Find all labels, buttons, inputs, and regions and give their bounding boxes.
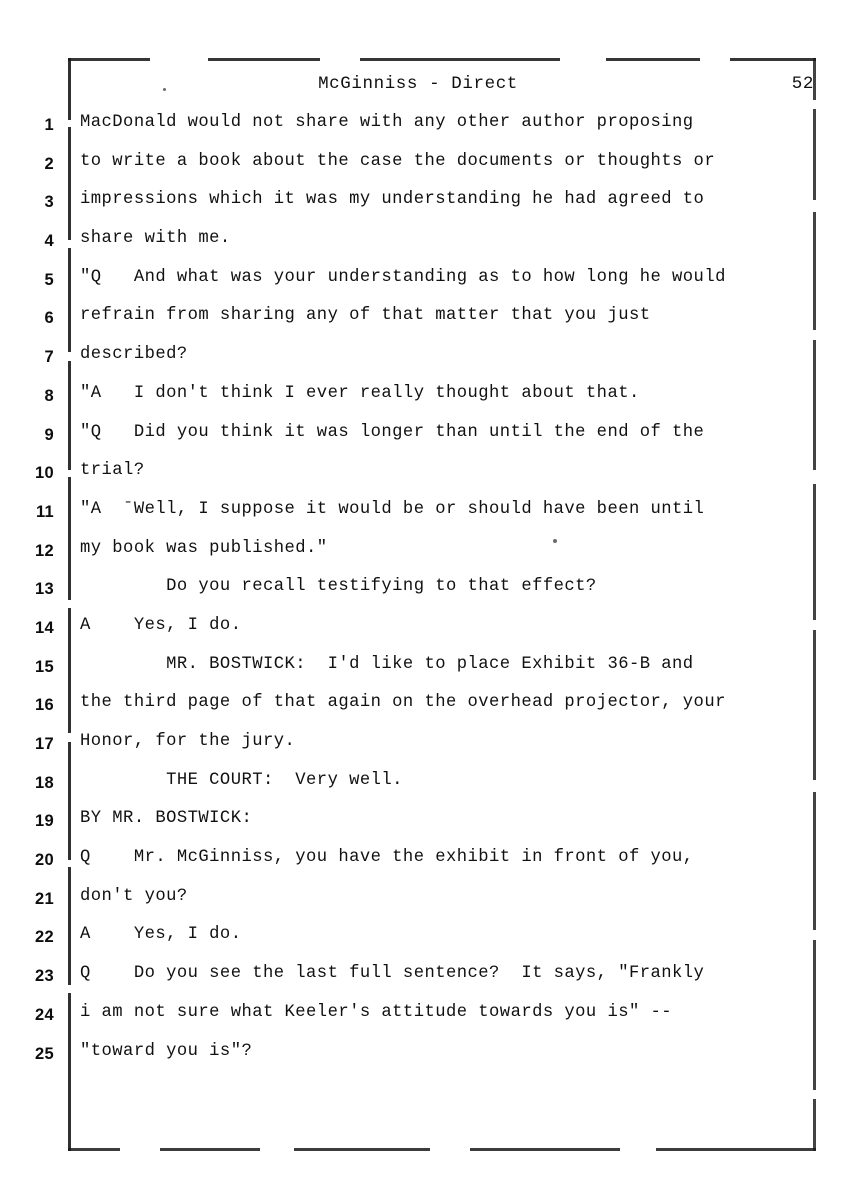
line-text: Q Do you see the last full sentence? It says, "Frankly (80, 964, 705, 984)
line-text: BY MR. BOSTWICK: (80, 809, 253, 829)
transcript-line (0, 461, 860, 500)
line-number: 6 (44, 309, 54, 328)
border-artifact (150, 58, 208, 61)
transcript-line (0, 732, 860, 771)
header-title: McGinniss - Direct (318, 74, 518, 94)
line-text: "A I don't think I ever really thought about that. (80, 383, 640, 403)
line-text: Q Mr. McGinniss, you have the exhibit in front of you, (80, 848, 694, 868)
line-number: 9 (44, 425, 54, 444)
border-artifact (620, 1148, 656, 1151)
border-artifact (430, 1148, 470, 1151)
line-number: 1 (44, 116, 54, 134)
transcript-line (0, 500, 860, 539)
border-artifact (813, 1090, 816, 1099)
line-text: i am not sure what Keeler's attitude towards you is" -- (80, 1002, 673, 1022)
line-number: 22 (35, 928, 54, 947)
line-text: MR. BOSTWICK: I'd like to place Exhibit 36-B and (80, 654, 694, 674)
transcript-body (0, 113, 860, 1080)
line-number: 2 (44, 154, 54, 173)
line-text: Honor, for the jury. (80, 732, 296, 751)
line-text: MacDonald would not share with any other author proposing (80, 113, 694, 132)
transcript-line (0, 964, 860, 1003)
transcript-line (0, 152, 860, 191)
line-number: 24 (35, 1005, 54, 1024)
line-number: 13 (35, 580, 54, 599)
transcript-line (0, 1003, 860, 1042)
transcript-line (0, 655, 860, 694)
line-text: to write a book about the case the documents or thoughts or (80, 151, 716, 171)
line-number: 19 (35, 812, 54, 831)
transcript-line (0, 577, 860, 616)
line-text: "Q Did you think it was longer than until the end of the (80, 422, 705, 442)
line-number: 16 (35, 696, 54, 715)
line-number: 21 (35, 889, 54, 908)
line-text: refrain from sharing any of that matter that you just (80, 306, 651, 326)
line-number: 10 (35, 464, 54, 483)
line-text: don't you? (80, 886, 188, 906)
line-text: trial? (80, 461, 145, 481)
line-text: impressions which it was my understanding he had agreed to (80, 190, 705, 210)
transcript-line (0, 113, 860, 152)
line-number: 12 (35, 541, 54, 560)
transcript-line (0, 190, 860, 229)
transcript-line (0, 306, 860, 345)
transcript-line (0, 268, 860, 307)
border-artifact (120, 1148, 160, 1151)
line-text: "Q And what was your understanding as to how long he would (80, 267, 726, 287)
line-number: 5 (44, 270, 54, 289)
line-text: A Yes, I do. (80, 925, 242, 945)
line-number: 18 (35, 773, 54, 792)
line-number: 25 (35, 1044, 54, 1063)
transcript-line (0, 539, 860, 578)
line-number: 20 (35, 851, 54, 870)
line-number: 14 (35, 618, 54, 637)
transcript-line (0, 771, 860, 810)
line-text: described? (80, 345, 188, 365)
transcript-line (0, 345, 860, 384)
page-number: 52 (791, 74, 814, 94)
border-artifact (560, 58, 606, 61)
line-text: the third page of that again on the overhead projector, your (80, 693, 726, 713)
transcript-line (0, 809, 860, 848)
line-text: THE COURT: Very well. (80, 770, 403, 790)
transcript-line (0, 887, 860, 926)
line-text: A Yes, I do. (80, 615, 242, 635)
line-number: 17 (35, 735, 54, 753)
line-text: "toward you is"? (80, 1041, 253, 1061)
line-number: 3 (44, 193, 54, 212)
transcript-line (0, 229, 860, 268)
line-text: Do you recall testifying to that effect? (80, 577, 597, 597)
transcript-line (0, 848, 860, 887)
transcript-line (0, 616, 860, 655)
page-header (68, 74, 816, 104)
border-artifact (700, 58, 730, 61)
border-artifact (260, 1148, 294, 1151)
line-number: 15 (35, 657, 54, 676)
transcript-line (0, 693, 860, 732)
border-artifact (320, 58, 360, 61)
line-number: 11 (35, 502, 54, 521)
line-text: "A ˉWell, I suppose it would be or should have been until (80, 499, 705, 519)
line-number: 23 (35, 967, 54, 986)
line-number: 7 (44, 348, 54, 367)
line-text: share with me. (80, 229, 231, 249)
transcript-line (0, 384, 860, 423)
line-text: my book was published." (80, 538, 328, 558)
transcript-line (0, 925, 860, 964)
line-number: 8 (44, 386, 54, 405)
transcript-line (0, 1042, 860, 1081)
transcript-line (0, 423, 860, 462)
line-number: 4 (44, 232, 54, 251)
page-speck (163, 88, 166, 91)
